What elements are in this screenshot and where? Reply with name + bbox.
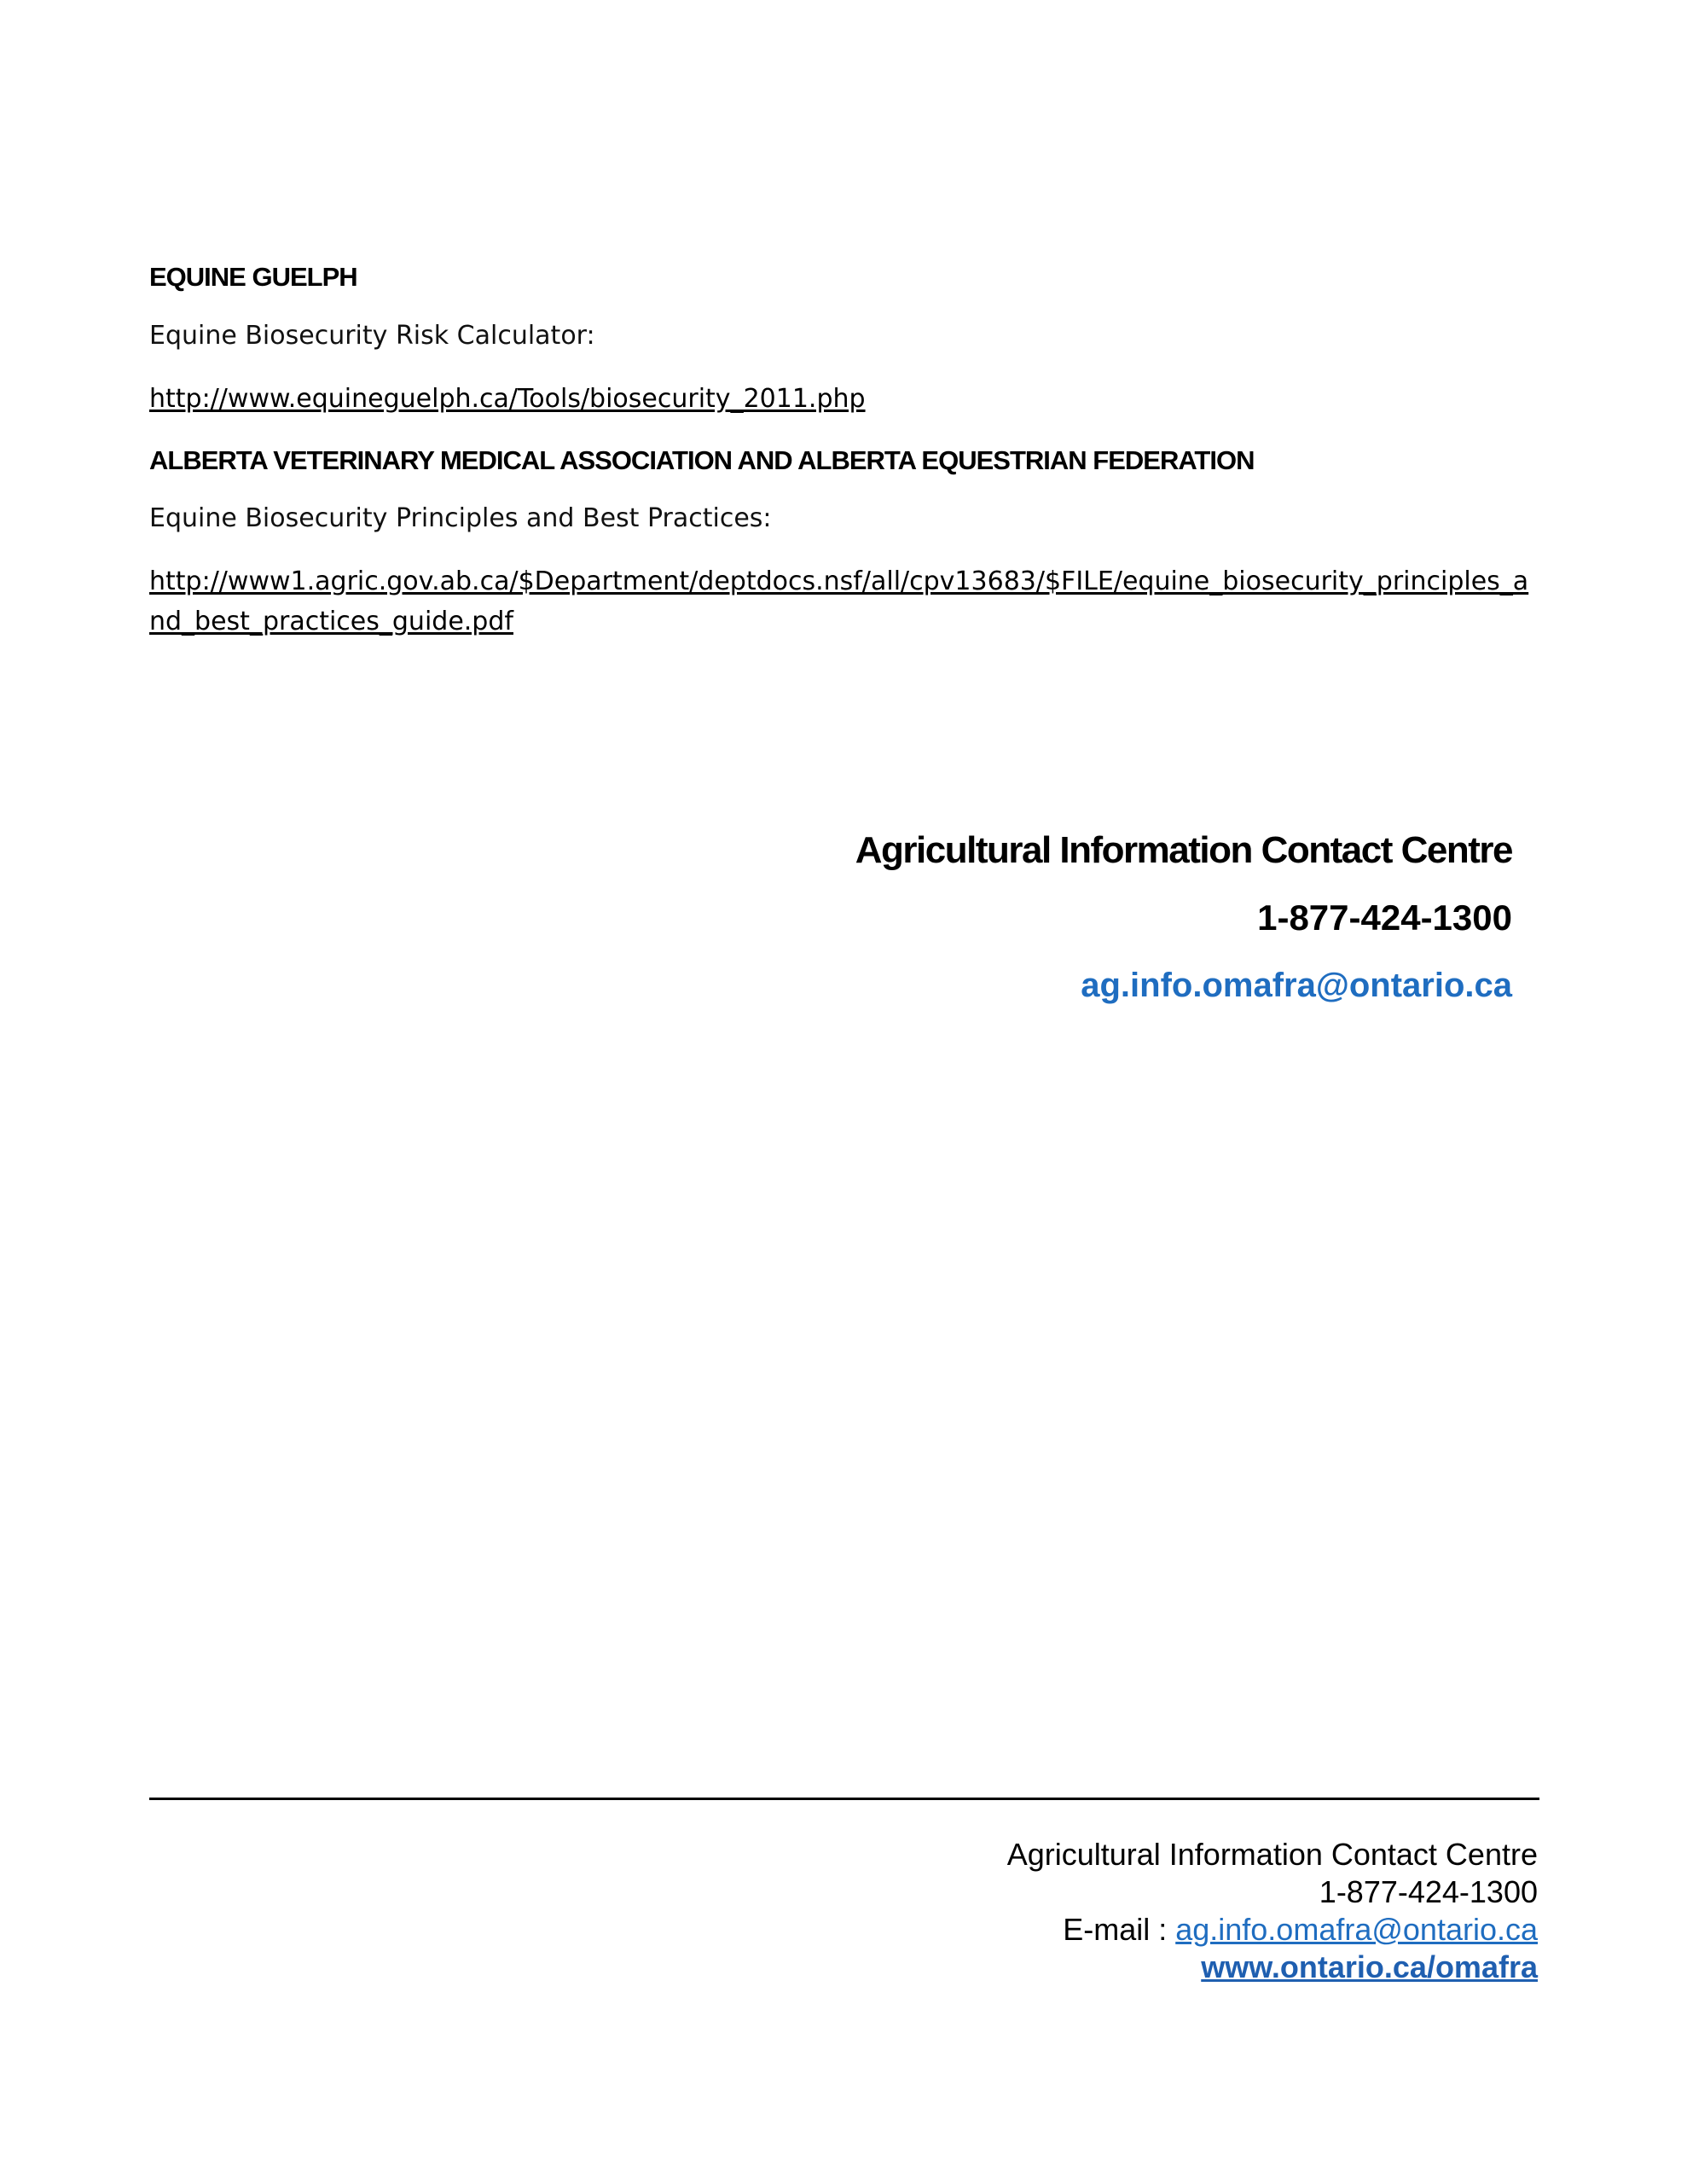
contact-centre-title: Agricultural Information Contact Centre [855, 829, 1512, 871]
footer-website-link[interactable]: www.ontario.ca/omafra [1201, 1949, 1538, 1984]
link-alberta-biosecurity-guide[interactable]: http://www1.agric.gov.ab.ca/$Department/deptdocs.nsf/all/cpv13683/$FILE/equine_biosecurity_principles_and_best_practices_guide.pdf [149, 566, 1529, 636]
section-heading-alberta-associations: ALBERTA VETERINARY MEDICAL ASSOCIATION AND ALBERTA EQUESTRIAN FEDERATION [149, 445, 1255, 475]
section-description-principles: Equine Biosecurity Principles and Best Practices: [149, 503, 772, 533]
section-description-risk-calculator: Equine Biosecurity Risk Calculator: [149, 321, 595, 351]
contact-email-link[interactable]: ag.info.omafra@ontario.ca [1081, 967, 1512, 1004]
link-equine-guelph-calculator[interactable]: http://www.equineguelph.ca/Tools/biosecurity_2011.php [149, 384, 866, 414]
contact-phone-number: 1-877-424-1300 [1257, 897, 1512, 938]
footer-email-label: E-mail : [1063, 1912, 1176, 1947]
footer-phone: 1-877-424-1300 [1319, 1874, 1538, 1909]
footer-email-row [1007, 1911, 1538, 1949]
footer-contact [1007, 1836, 1538, 1986]
footer-divider [149, 1798, 1539, 1800]
footer-title: Agricultural Information Contact Centre [1006, 1837, 1538, 1872]
section-heading-equine-guelph: EQUINE GUELPH [149, 262, 357, 292]
footer-email-link[interactable]: ag.info.omafra@ontario.ca [1175, 1912, 1538, 1947]
